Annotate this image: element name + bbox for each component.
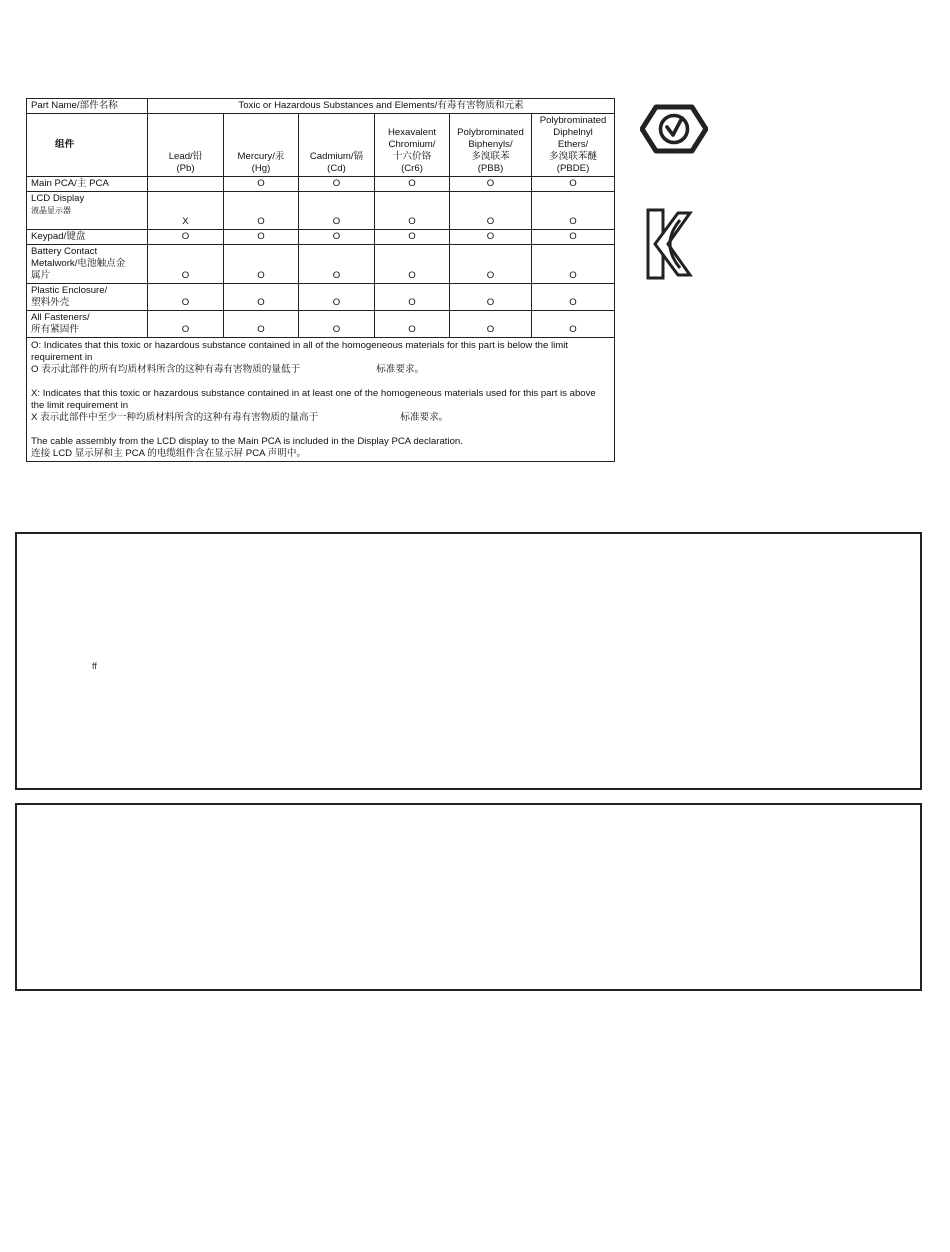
value-cell: O [224,192,299,230]
note-cable-chinese: 连接 LCD 显示屏和主 PCA 的电缆组件含在显示屏 PCA 声明中。 [31,448,307,459]
value-cell: O [224,311,299,338]
value-cell: O [299,284,375,311]
part-name-cell: Battery Contact Metalwork/电池触点金 属片 [27,245,148,284]
part-name-cell: Plastic Enclosure/ 塑料外壳 [27,284,148,311]
value-cell: O [532,284,615,311]
value-cell: O [532,245,615,284]
rcm-compliance-mark-icon [640,103,708,155]
part-name-cell: Keypad/键盘 [27,230,148,245]
column-header-pbb: Polybrominated Biphenyls/ 多溴联苯 (PBB) [450,114,532,177]
table-notes [27,338,615,462]
value-cell: O [450,245,532,284]
table-row [27,245,615,284]
value-cell: O [450,192,532,230]
column-header-cadmium: Cadmium/镉 (Cd) [299,114,375,177]
value-cell: O [375,177,450,192]
notice-box-secondary [15,803,922,991]
value-cell: O [299,245,375,284]
value-cell: O [299,177,375,192]
part-name-cell: LCD Display 液晶显示器 [27,192,148,230]
table-row [27,177,615,192]
value-cell: O [375,284,450,311]
value-cell: O [532,192,615,230]
value-cell: O [450,284,532,311]
value-cell: O [148,230,224,245]
column-header-mercury: Mercury/汞 (Hg) [224,114,299,177]
value-cell: O [532,311,615,338]
ligature-glyph: ff [92,661,97,671]
value-cell: O [148,245,224,284]
value-cell: O [450,177,532,192]
value-cell: O [450,311,532,338]
table-row [27,192,615,230]
value-cell: O [148,284,224,311]
column-header-pbde: Polybrominated Diphelnyl Ethers/ 多溴联苯醚 (PBDE) [532,114,615,177]
note-x-chinese: X 表示此部件中至少一种均质材料所含的这种有毒有害物质的量高于 标准要求。 [31,412,449,423]
value-cell: O [532,230,615,245]
value-cell [148,177,224,192]
value-cell: O [224,177,299,192]
note-cable-english: The cable assembly from the LCD display to the Main PCA is included in the Display PCA declaration. [31,436,463,447]
column-header-chromium: Hexavalent Chromium/ 十六价铬 (Cr6) [375,114,450,177]
kc-certification-mark-icon [646,208,694,280]
value-cell: O [299,311,375,338]
value-cell: O [375,230,450,245]
part-name-header: Part Name/部件名称 [27,99,148,114]
substances-group-header: Toxic or Hazardous Substances and Elements/有毒有害物质和元素 [148,99,615,114]
note-x-english: X: Indicates that this toxic or hazardous substance contained in at least one of the homogeneous materials used for this part is above the limit requirement in [31,388,596,411]
value-cell: O [224,230,299,245]
table-row [27,284,615,311]
column-header-lead: Lead/铅 (Pb) [148,114,224,177]
table-row [27,230,615,245]
value-cell: X [148,192,224,230]
value-cell: O [375,245,450,284]
value-cell: O [375,311,450,338]
value-cell: O [224,284,299,311]
value-cell: O [532,177,615,192]
value-cell: O [299,230,375,245]
part-name-cell: Main PCA/主 PCA [27,177,148,192]
notice-box-primary [15,532,922,790]
component-header: 组件 [27,114,148,177]
part-name-cell: All Fasteners/ 所有紧固件 [27,311,148,338]
hazardous-substances-table [26,98,615,462]
note-o-chinese: O 表示此部件的所有均质材料所含的这种有毒有害物质的量低于 标准要求。 [31,364,425,375]
value-cell: O [375,192,450,230]
value-cell: O [299,192,375,230]
value-cell: O [224,245,299,284]
value-cell: O [450,230,532,245]
table-row [27,311,615,338]
note-o-english: O: Indicates that this toxic or hazardous substance contained in all of the homogeneous materials for this part is below the limit requirement in [31,340,569,363]
value-cell: O [148,311,224,338]
